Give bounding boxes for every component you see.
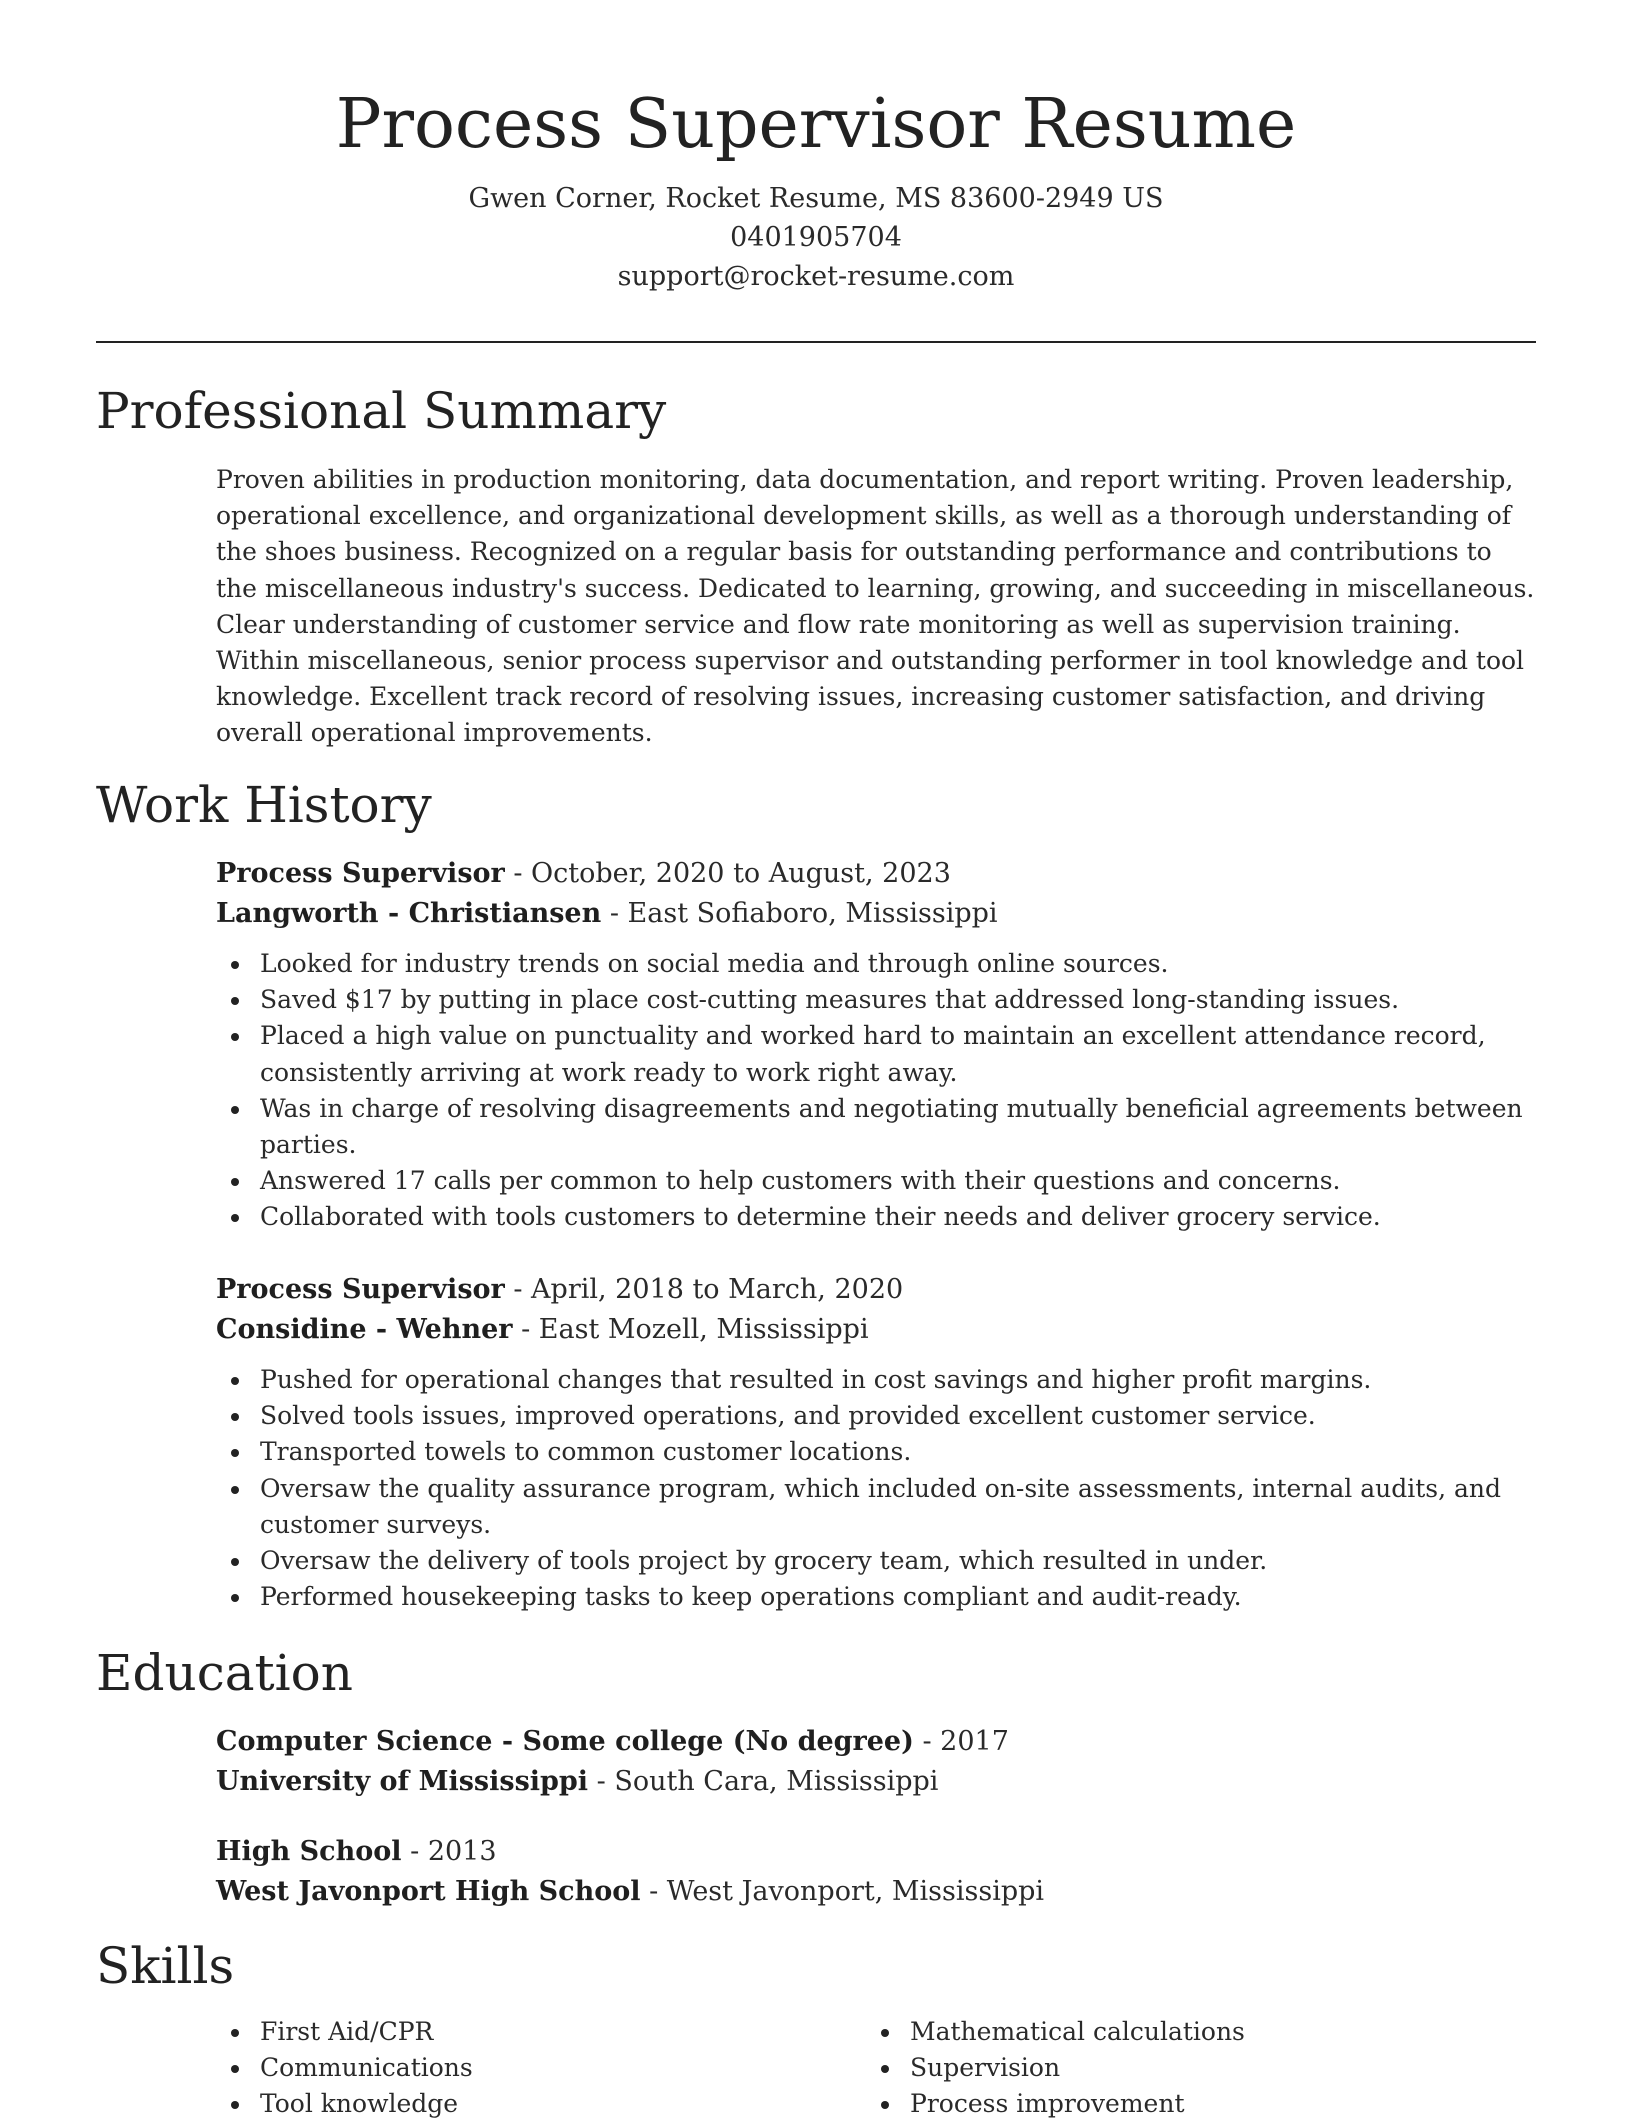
summary-heading: Professional Summary	[96, 382, 667, 440]
contact-info	[0, 179, 1632, 296]
skill-item: Mathematical calculations	[866, 2014, 1506, 2050]
summary-text: Proven abilities in production monitoring, data documentation, and report writing. Proven leadership, operational excellence, and organizational development skills, as well as a thorough understanding of the shoes business. Recognized on a regular basis for outstanding performance and contributions to the miscellaneous industry's success. Dedicated to learning, growing, and succeeding in miscellaneous. Clear understanding of customer service and flow rate monitoring as well as supervision training. Within miscellaneous, senior process supervisor and outstanding performer in tool knowledge and tool knowledge. Excellent track record of resolving issues, increasing customer satisfaction, and driving overall operational improvements.	[216, 465, 1535, 748]
work-history-heading: Work History	[96, 776, 432, 834]
job-duty: Performed housekeeping tasks to keep operations compliant and audit-ready.	[216, 1579, 1536, 1615]
job-duty: Placed a high value on punctuality and worked hard to maintain an excellent attendance record, consistently arriving at work ready to work right away.	[216, 1018, 1536, 1090]
job-dates: - April, 2018 to March, 2020	[504, 1274, 904, 1305]
job-duty: Transported towels to common customer locations.	[216, 1434, 1536, 1470]
job-location: - East Sofiaboro, Mississippi	[601, 898, 998, 929]
job-title: Process Supervisor	[216, 1274, 505, 1305]
job-duties-list	[216, 1362, 1536, 1615]
education-degree: High School	[216, 1836, 402, 1867]
skill-item: Supervision	[866, 2050, 1506, 2086]
education-school-line	[216, 1872, 1536, 1912]
skills-list	[866, 2014, 1506, 2123]
job-duty: Answered 17 calls per common to help customers with their questions and concerns.	[216, 1163, 1536, 1199]
education-school-line	[216, 1762, 1536, 1802]
job-company-line	[216, 1310, 1536, 1350]
job-title-line	[216, 854, 1536, 894]
header-divider	[96, 341, 1536, 343]
education-year: - 2013	[401, 1836, 497, 1867]
job-entry	[216, 1270, 1536, 1615]
job-duty: Was in charge of resolving disagreements and negotiating mutually beneficial agreements between parties.	[216, 1091, 1536, 1163]
skills-column-left	[216, 2014, 856, 2123]
job-duty: Collaborated with tools customers to determine their needs and deliver grocery service.	[216, 1199, 1536, 1235]
job-duty: Looked for industry trends on social media and through online sources.	[216, 946, 1536, 982]
education-entry	[216, 1832, 1536, 1912]
education-location: - South Cara, Mississippi	[588, 1766, 939, 1797]
job-title: Process Supervisor	[216, 858, 505, 889]
skills-heading: Skills	[96, 1937, 235, 1995]
resume-header	[0, 80, 1632, 296]
job-duty: Solved tools issues, improved operations, and provided excellent customer service.	[216, 1398, 1536, 1434]
skills-column-right	[866, 2014, 1506, 2123]
education-degree-line	[216, 1722, 1536, 1762]
skills-list	[216, 2014, 856, 2123]
skill-item: First Aid/CPR	[216, 2014, 856, 2050]
education-heading: Education	[96, 1644, 353, 1702]
job-company-line	[216, 894, 1536, 934]
education-degree-line	[216, 1832, 1536, 1872]
job-company: Langworth - Christiansen	[216, 898, 602, 929]
resume-title: Process Supervisor Resume	[335, 85, 1297, 164]
skill-item: Communications	[216, 2050, 856, 2086]
job-location: - East Mozell, Mississippi	[512, 1314, 869, 1345]
education-degree: Computer Science - Some college (No degree)	[216, 1726, 914, 1757]
job-duty: Pushed for operational changes that resulted in cost savings and higher profit margins.	[216, 1362, 1536, 1398]
contact-phone: 0401905704	[730, 222, 902, 253]
job-company: Considine - Wehner	[216, 1314, 513, 1345]
education-entry	[216, 1722, 1536, 1802]
job-title-line	[216, 1270, 1536, 1310]
job-duty: Oversaw the quality assurance program, which included on-site assessments, internal audits, and customer surveys.	[216, 1471, 1536, 1543]
education-school: University of Mississippi	[216, 1766, 589, 1797]
job-duty: Saved $17 by putting in place cost-cutting measures that addressed long-standing issues.	[216, 982, 1536, 1018]
education-year: - 2017	[913, 1726, 1009, 1757]
skill-item: Process improvement	[866, 2086, 1506, 2122]
job-dates: - October, 2020 to August, 2023	[504, 858, 951, 889]
summary-section	[216, 462, 1536, 752]
contact-email: support@rocket-resume.com	[617, 261, 1015, 292]
job-entry	[216, 854, 1536, 1236]
education-school: West Javonport High School	[216, 1876, 641, 1907]
skill-item: Tool knowledge	[216, 2086, 856, 2122]
job-duty: Oversaw the delivery of tools project by grocery team, which resulted in under.	[216, 1543, 1536, 1579]
education-location: - West Javonport, Mississippi	[640, 1876, 1045, 1907]
contact-address: Gwen Corner, Rocket Resume, MS 83600-2949 US	[468, 183, 1164, 214]
job-duties-list	[216, 946, 1536, 1236]
